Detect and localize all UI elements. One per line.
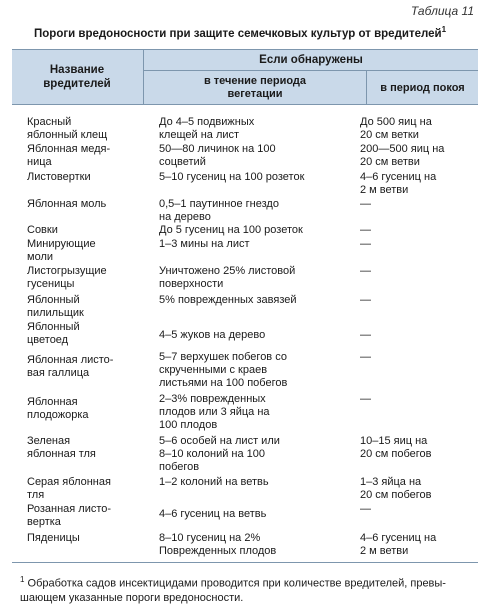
pest-name: Яблонная листо- вая галлица <box>27 354 114 379</box>
vegetation-threshold: 5–7 верхушек побегов со скрученными с краев листьями на 100 побегов <box>159 351 288 389</box>
vegetation-threshold: 4–6 гусениц на ветвь <box>159 508 267 520</box>
title-text: Пороги вредоносности при защите семечковых культур от вредителей <box>34 27 442 40</box>
rest-threshold: 1–3 яйца на 20 см побегов <box>360 476 432 501</box>
title-footnote-mark: 1 <box>441 25 447 34</box>
header-if-found: Если обнаружены <box>259 54 363 66</box>
vegetation-threshold: 4–5 жуков на дерево <box>159 329 266 341</box>
pest-name: Яблонная медя- ница <box>27 143 111 168</box>
footnote-mark: 1 <box>20 575 25 584</box>
rest-threshold: 10–15 яиц на 20 см побегов <box>360 435 432 460</box>
rest-threshold: 4–6 гусениц на 2 м ветви <box>360 171 437 196</box>
vegetation-threshold: 1–2 колоний на ветвь <box>159 476 269 488</box>
pest-name: Зеленая яблонная тля <box>27 435 96 460</box>
pest-name: Яблонный пилильщик <box>27 294 84 319</box>
pest-name: Листогрызущие гусеницы <box>27 265 107 290</box>
rest-threshold: — <box>360 351 371 363</box>
vegetation-threshold: 50—80 личинок на 100 соцветий <box>159 143 276 168</box>
vegetation-threshold: 5–10 гусениц на 100 розеток <box>159 171 305 183</box>
vegetation-threshold: Уничтожено 25% листовой поверхности <box>159 265 296 290</box>
vegetation-threshold: 5% поврежденных завязей <box>159 294 297 306</box>
header-rest: в период покоя <box>380 81 465 94</box>
header-vegetation-text: в течение периода вегетации <box>203 74 307 100</box>
rest-threshold: — <box>360 198 371 210</box>
vegetation-threshold: 1–3 мины на лист <box>159 238 250 250</box>
rest-threshold: — <box>360 238 371 250</box>
pest-name: Яблонная моль <box>27 198 107 210</box>
vegetation-threshold: 5–6 особей на лист или 8–10 колоний на 100 побегов <box>159 435 280 473</box>
pest-name: Минирующие моли <box>27 238 96 263</box>
rest-threshold: — <box>360 393 371 405</box>
rest-threshold: — <box>360 294 371 306</box>
pest-name: Серая яблонная тля <box>27 476 111 501</box>
vegetation-threshold: 8–10 гусениц на 2% Поврежденных плодов <box>159 532 277 557</box>
vegetation-threshold: 2–3% поврежденных плодов или 3 яйца на 100 плодов <box>159 393 270 431</box>
rest-threshold: 4–6 гусениц на 2 м ветви <box>360 532 437 557</box>
pest-name: Яблонная плодожорка <box>27 396 89 421</box>
pest-name: Совки <box>27 224 58 236</box>
rest-threshold: — <box>360 503 371 515</box>
rest-threshold: — <box>360 329 371 341</box>
pest-name: Яблонный цветоед <box>27 321 80 346</box>
rest-threshold: 200—500 яиц на 20 см ветви <box>360 143 445 168</box>
vegetation-threshold: До 5 гусениц на 100 розеток <box>159 224 303 236</box>
vegetation-threshold: 0,5–1 паутинное гнездо на дерево <box>159 198 279 223</box>
rest-threshold: — <box>360 265 371 277</box>
pest-name: Красный яблонный клещ <box>27 116 108 141</box>
vegetation-threshold: До 4–5 подвижных клещей на лист <box>159 116 255 141</box>
table-number: Таблица 11 <box>410 4 474 18</box>
pest-name: Листовертки <box>27 171 91 183</box>
rest-threshold: До 500 яиц на 20 см ветки <box>360 116 432 141</box>
pest-name: Розанная листо- вертка <box>27 503 112 528</box>
footnote <box>20 573 482 605</box>
footnote-text: Обработка садов инсектицидами проводится при количестве вредителей, превы- шающем указанные пороги вредоносности. <box>20 577 446 604</box>
header-pest-name-text: Название вредителей <box>43 64 111 90</box>
pest-name: Пяденицы <box>27 532 80 544</box>
rest-threshold: — <box>360 224 371 236</box>
table-bottom-rule <box>12 562 478 563</box>
